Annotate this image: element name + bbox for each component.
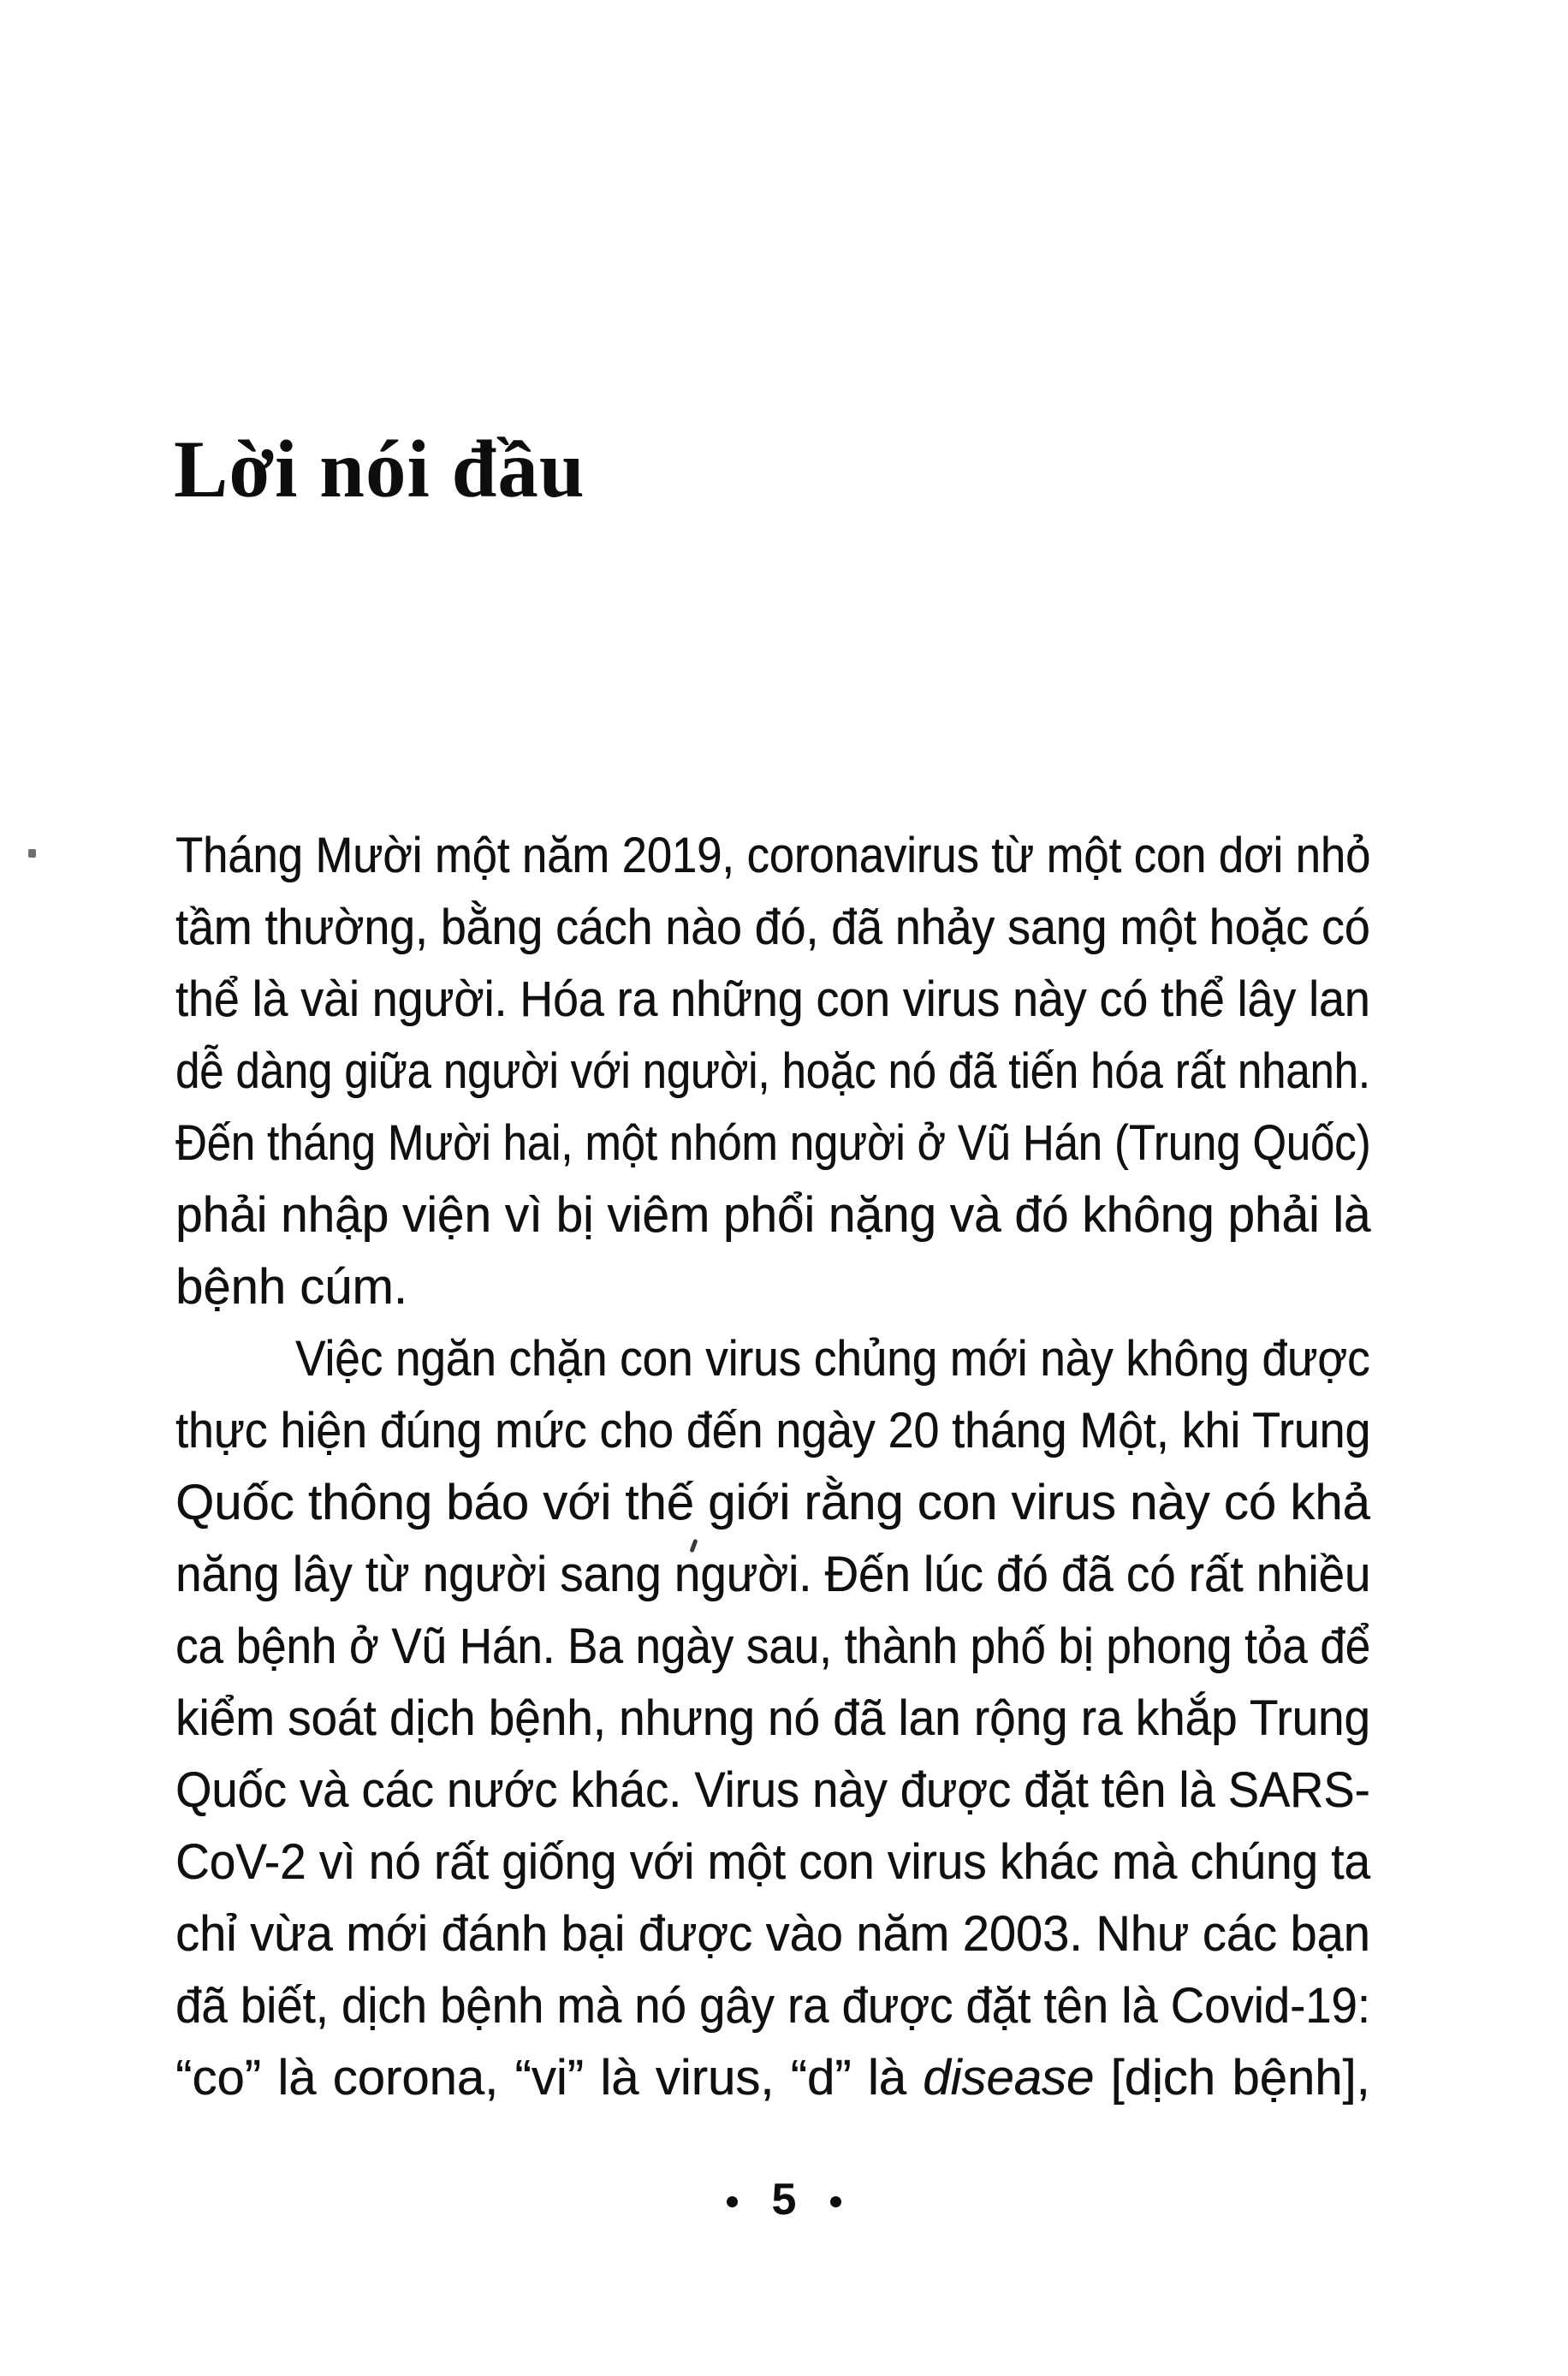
page-number: 5 [771,2175,797,2225]
page-number-dot-left [727,2196,738,2207]
text-line: thực hiện đúng mức cho đến ngày 20 tháng Một, khi Trung [175,1403,1371,1458]
text-line: ca bệnh ở Vũ Hán. Ba ngày sau, thành phố bị phong tỏa để [175,1619,1371,1674]
body-text [175,820,1370,2114]
preface-title: Lời nói đầu [174,424,585,514]
text-line: năng lây từ người sang người. Đến lúc đó đã có rất nhiều [175,1547,1371,1602]
text-line: dễ dàng giữa người với người, hoặc nó đã tiến hóa rất nhanh. [175,1043,1370,1099]
text-line: Quốc và các nước khác. Virus này được đặt tên là SARS- [175,1762,1370,1818]
text-line: thể là vài người. Hóa ra những con virus này có thể lây lan [175,971,1370,1027]
text-line: bệnh cúm. [175,1259,407,1315]
text-line: Quốc thông báo với thế giới rằng con virus này có khả [175,1475,1370,1530]
text-line: Đến tháng Mười hai, một nhóm người ở Vũ Hán (Trung Quốc) [175,1115,1371,1171]
text-line: “co” là corona, “vi” là virus, “d” là disease [dịch bệnh], [175,2050,1370,2106]
text-line: kiểm soát dịch bệnh, nhưng nó đã lan rộng ra khắp Trung [175,1690,1370,1746]
text-line: Việc ngăn chặn con virus chủng mới này không được [295,1331,1370,1387]
page-number-dot-right [830,2196,841,2207]
text-line: CoV-2 vì nó rất giống với một con virus khác mà chúng ta [175,1834,1370,1890]
text-line: Tháng Mười một năm 2019, coronavirus từ một con dơi nhỏ [175,828,1371,883]
text-line: tầm thường, bằng cách nào đó, đã nhảy sang một hoặc có [175,900,1370,955]
text-line: phải nhập viện vì bị viêm phổi nặng và đó không phải là [175,1187,1371,1243]
text-line: đã biết, dịch bệnh mà nó gây ra được đặt tên là Covid-19: [175,1978,1370,2034]
page-number-row [0,2175,1568,2225]
scan-artifact-dot [28,849,36,858]
text-line: chỉ vừa mới đánh bại được vào năm 2003. Như các bạn [175,1906,1370,1962]
